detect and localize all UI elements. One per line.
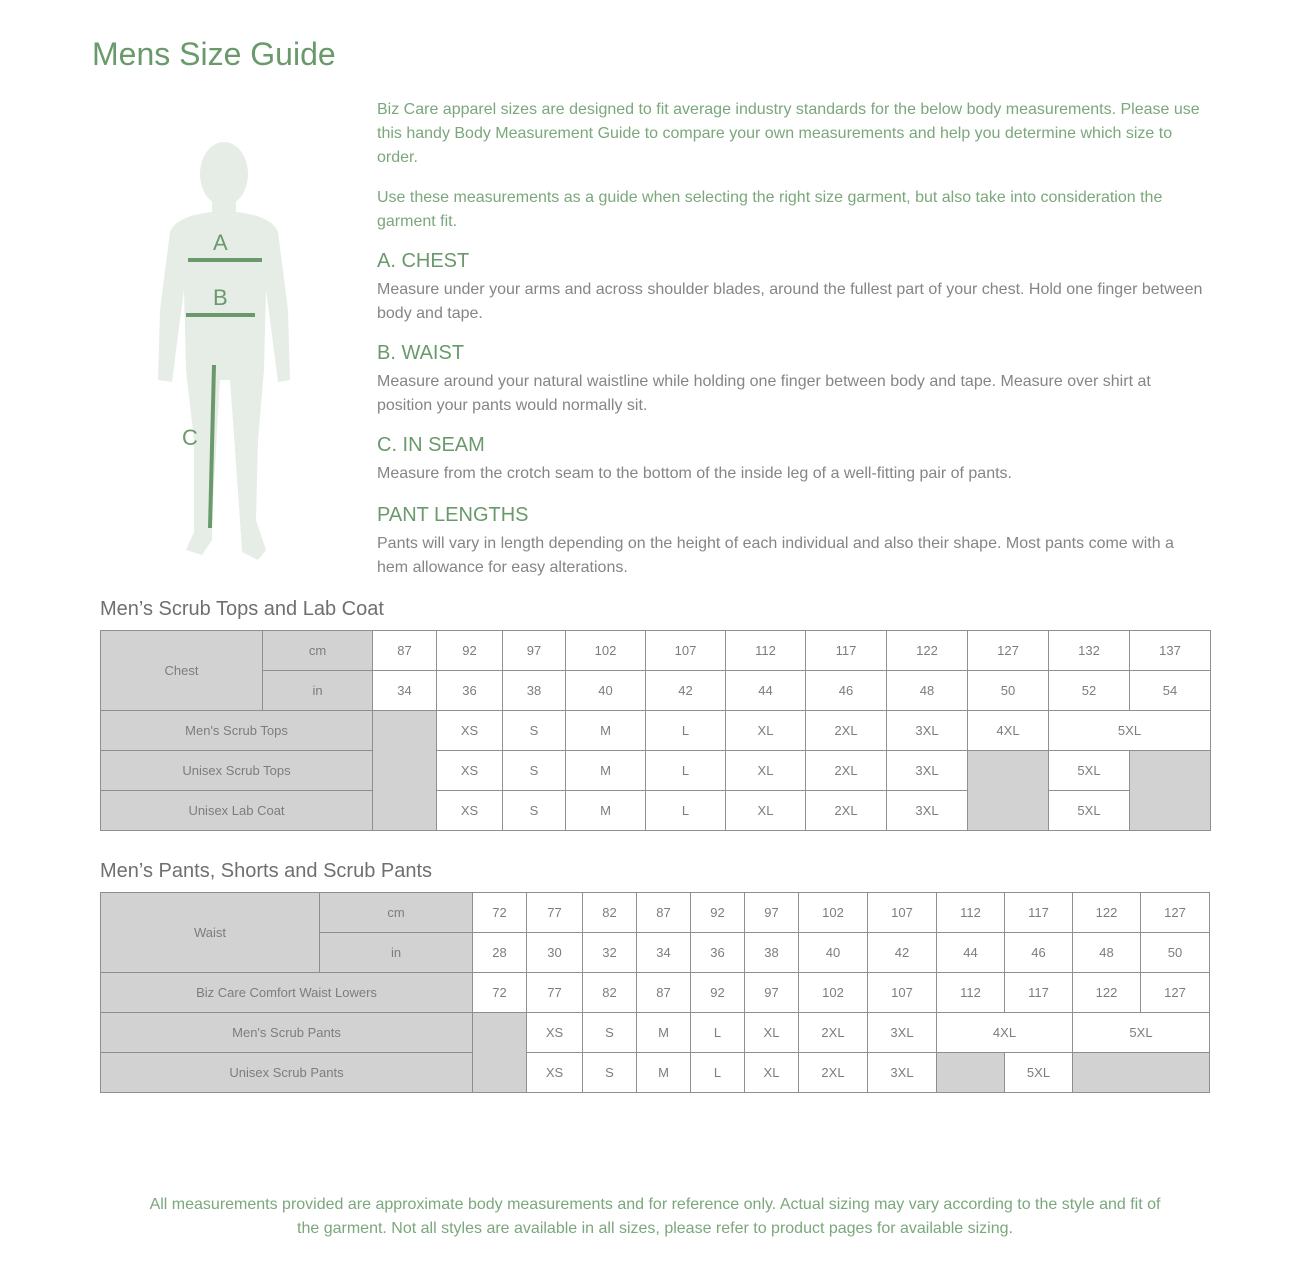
table-cell: 44 bbox=[726, 671, 806, 711]
table-row bbox=[101, 1013, 1210, 1053]
table-cell: 3XL bbox=[887, 711, 968, 751]
table-cell: M bbox=[566, 791, 646, 831]
chest-label: Chest bbox=[101, 631, 263, 711]
table-cell: L bbox=[646, 711, 726, 751]
table-cell: XL bbox=[726, 791, 806, 831]
table-cell: 87 bbox=[637, 893, 691, 933]
cm-label: cm bbox=[320, 893, 473, 933]
in-label: in bbox=[263, 671, 373, 711]
table-cell: 5XL bbox=[1005, 1053, 1073, 1093]
chest-text: Measure under your arms and across shoulder blades, around the fullest part of your chest. Hold one finger between body and tape. bbox=[377, 281, 1203, 322]
row-label: Men's Scrub Pants bbox=[101, 1013, 473, 1053]
pant-lengths-heading: PANT LENGTHS bbox=[377, 504, 529, 526]
table-cell: 2XL bbox=[799, 1053, 868, 1093]
table-cell: 107 bbox=[646, 631, 726, 671]
table-cell: 107 bbox=[868, 893, 937, 933]
table-cell: 102 bbox=[566, 631, 646, 671]
table-cell: 36 bbox=[437, 671, 503, 711]
table-cell: 112 bbox=[937, 893, 1005, 933]
table-cell: 87 bbox=[637, 973, 691, 1013]
measurement-guide-text bbox=[377, 98, 1207, 594]
table-cell: XS bbox=[437, 711, 503, 751]
waist-heading: B. WAIST bbox=[377, 342, 465, 364]
table-cell: 102 bbox=[799, 893, 868, 933]
table-cell: 77 bbox=[527, 973, 583, 1013]
table-cell: 122 bbox=[1073, 973, 1141, 1013]
table-cell: 46 bbox=[1005, 933, 1073, 973]
table-cell: 28 bbox=[473, 933, 527, 973]
table-cell: 3XL bbox=[887, 751, 968, 791]
label-c: C bbox=[182, 425, 198, 450]
table-cell: 48 bbox=[1073, 933, 1141, 973]
table-cell: M bbox=[566, 751, 646, 791]
table-cell: 97 bbox=[745, 973, 799, 1013]
table-cell: 38 bbox=[503, 671, 566, 711]
table-cell: 92 bbox=[691, 893, 745, 933]
table-cell: 3XL bbox=[868, 1013, 937, 1053]
table-cell: 5XL bbox=[1049, 711, 1211, 751]
table-cell: 52 bbox=[1049, 671, 1130, 711]
table-row bbox=[101, 751, 1211, 791]
table-cell: 107 bbox=[868, 973, 937, 1013]
table-cell: 82 bbox=[583, 893, 637, 933]
row-label: Men's Scrub Tops bbox=[101, 711, 373, 751]
table-cell: 122 bbox=[1073, 893, 1141, 933]
table-cell: 132 bbox=[1049, 631, 1130, 671]
table-row bbox=[101, 973, 1210, 1013]
intro-paragraph-1: Biz Care apparel sizes are designed to fit average industry standards for the below body measurements. Please use this handy Body Measurement Guide to compare your own measurements and help you determine which size to order. bbox=[377, 101, 1200, 166]
table-cell: L bbox=[646, 751, 726, 791]
table-cell: 40 bbox=[799, 933, 868, 973]
table-cell: 54 bbox=[1130, 671, 1211, 711]
table-cell: 3XL bbox=[887, 791, 968, 831]
empty-cell bbox=[373, 711, 437, 831]
table-cell: 137 bbox=[1130, 631, 1211, 671]
table-row bbox=[101, 671, 1211, 711]
table-cell: 5XL bbox=[1049, 791, 1130, 831]
table-cell: 112 bbox=[726, 631, 806, 671]
pants-table-title: Men’s Pants, Shorts and Scrub Pants bbox=[100, 860, 433, 882]
table-cell: 127 bbox=[1141, 893, 1210, 933]
empty-cell bbox=[937, 1053, 1005, 1093]
table-cell: XS bbox=[437, 791, 503, 831]
table-cell: XL bbox=[745, 1053, 799, 1093]
table-cell: 36 bbox=[691, 933, 745, 973]
table-cell: 2XL bbox=[799, 1013, 868, 1053]
table-cell: 48 bbox=[887, 671, 968, 711]
table-cell: S bbox=[583, 1013, 637, 1053]
table-cell: XL bbox=[726, 711, 806, 751]
pants-size-table bbox=[100, 892, 1210, 1093]
empty-cell bbox=[1130, 751, 1211, 831]
row-label: Unisex Lab Coat bbox=[101, 791, 373, 831]
table-cell: 72 bbox=[473, 893, 527, 933]
empty-cell bbox=[1073, 1053, 1210, 1093]
table-cell: 30 bbox=[527, 933, 583, 973]
table-cell: 46 bbox=[806, 671, 887, 711]
cm-label: cm bbox=[263, 631, 373, 671]
table-cell: S bbox=[583, 1053, 637, 1093]
table-cell: 2XL bbox=[806, 791, 887, 831]
inseam-heading: C. IN SEAM bbox=[377, 434, 485, 456]
table-cell: 40 bbox=[566, 671, 646, 711]
table-cell: 117 bbox=[1005, 973, 1073, 1013]
intro-paragraph-2: Use these measurements as a guide when selecting the right size garment, but also take into consideration the garment fit. bbox=[377, 189, 1163, 230]
table-cell: 42 bbox=[868, 933, 937, 973]
table-cell: 2XL bbox=[806, 751, 887, 791]
tops-size-table bbox=[100, 630, 1211, 831]
table-cell: 4XL bbox=[937, 1013, 1073, 1053]
table-cell: 97 bbox=[503, 631, 566, 671]
table-cell: XL bbox=[745, 1013, 799, 1053]
table-cell: 87 bbox=[373, 631, 437, 671]
table-cell: 50 bbox=[968, 671, 1049, 711]
table-cell: 102 bbox=[799, 973, 868, 1013]
table-cell: 117 bbox=[1005, 893, 1073, 933]
table-cell: L bbox=[691, 1013, 745, 1053]
label-a: A bbox=[213, 230, 228, 255]
label-b: B bbox=[213, 285, 228, 310]
waist-label: Waist bbox=[101, 893, 320, 973]
table-cell: 127 bbox=[1141, 973, 1210, 1013]
table-cell: 92 bbox=[437, 631, 503, 671]
table-cell: L bbox=[646, 791, 726, 831]
table-cell: 5XL bbox=[1073, 1013, 1210, 1053]
waist-text: Measure around your natural waistline while holding one finger between body and tape. Measure over shirt at position your pants would normally sit. bbox=[377, 373, 1151, 414]
chest-heading: A. CHEST bbox=[377, 250, 470, 272]
table-row bbox=[101, 893, 1210, 933]
table-cell: 38 bbox=[745, 933, 799, 973]
row-label: Unisex Scrub Pants bbox=[101, 1053, 473, 1093]
table-cell: 34 bbox=[373, 671, 437, 711]
table-row bbox=[101, 631, 1211, 671]
table-row bbox=[101, 1053, 1210, 1093]
table-cell: 127 bbox=[968, 631, 1049, 671]
body-silhouette-figure bbox=[150, 140, 300, 565]
row-label: Biz Care Comfort Waist Lowers bbox=[101, 973, 473, 1013]
pant-lengths-text: Pants will vary in length depending on the height of each individual and also their shape. Most pants come with a hem allowance for easy alterations. bbox=[377, 535, 1174, 576]
table-cell: 4XL bbox=[968, 711, 1049, 751]
table-cell: S bbox=[503, 791, 566, 831]
table-cell: 42 bbox=[646, 671, 726, 711]
table-cell: M bbox=[637, 1053, 691, 1093]
table-cell: 112 bbox=[937, 973, 1005, 1013]
tops-table-title: Men’s Scrub Tops and Lab Coat bbox=[100, 598, 384, 620]
table-cell: 92 bbox=[691, 973, 745, 1013]
table-cell: L bbox=[691, 1053, 745, 1093]
table-cell: M bbox=[566, 711, 646, 751]
table-cell: 50 bbox=[1141, 933, 1210, 973]
table-cell: 117 bbox=[806, 631, 887, 671]
in-label: in bbox=[320, 933, 473, 973]
table-cell: 77 bbox=[527, 893, 583, 933]
table-cell: 2XL bbox=[806, 711, 887, 751]
table-cell: XL bbox=[726, 751, 806, 791]
table-cell: 122 bbox=[887, 631, 968, 671]
empty-cell bbox=[473, 1013, 527, 1093]
table-cell: S bbox=[503, 711, 566, 751]
row-label: Unisex Scrub Tops bbox=[101, 751, 373, 791]
table-row bbox=[101, 711, 1211, 751]
page-title: Mens Size Guide bbox=[92, 36, 336, 72]
table-cell: XS bbox=[527, 1053, 583, 1093]
table-cell: 32 bbox=[583, 933, 637, 973]
table-cell: 82 bbox=[583, 973, 637, 1013]
table-cell: M bbox=[637, 1013, 691, 1053]
table-cell: 3XL bbox=[868, 1053, 937, 1093]
inseam-text: Measure from the crotch seam to the bottom of the inside leg of a well-fitting pair of pants. bbox=[377, 465, 1012, 482]
table-cell: XS bbox=[437, 751, 503, 791]
table-cell: 97 bbox=[745, 893, 799, 933]
body-silhouette bbox=[158, 142, 290, 560]
footer-disclaimer: All measurements provided are approximate body measurements and for reference only. Actual sizing may vary according to the style and fit of the garment. Not all styles are available in all sizes, please refer to product pages for available sizing. bbox=[149, 1196, 1161, 1237]
table-cell: S bbox=[503, 751, 566, 791]
table-cell: 34 bbox=[637, 933, 691, 973]
table-cell: 72 bbox=[473, 973, 527, 1013]
table-cell: 5XL bbox=[1049, 751, 1130, 791]
table-cell: XS bbox=[527, 1013, 583, 1053]
table-cell: 44 bbox=[937, 933, 1005, 973]
empty-cell bbox=[968, 751, 1049, 831]
